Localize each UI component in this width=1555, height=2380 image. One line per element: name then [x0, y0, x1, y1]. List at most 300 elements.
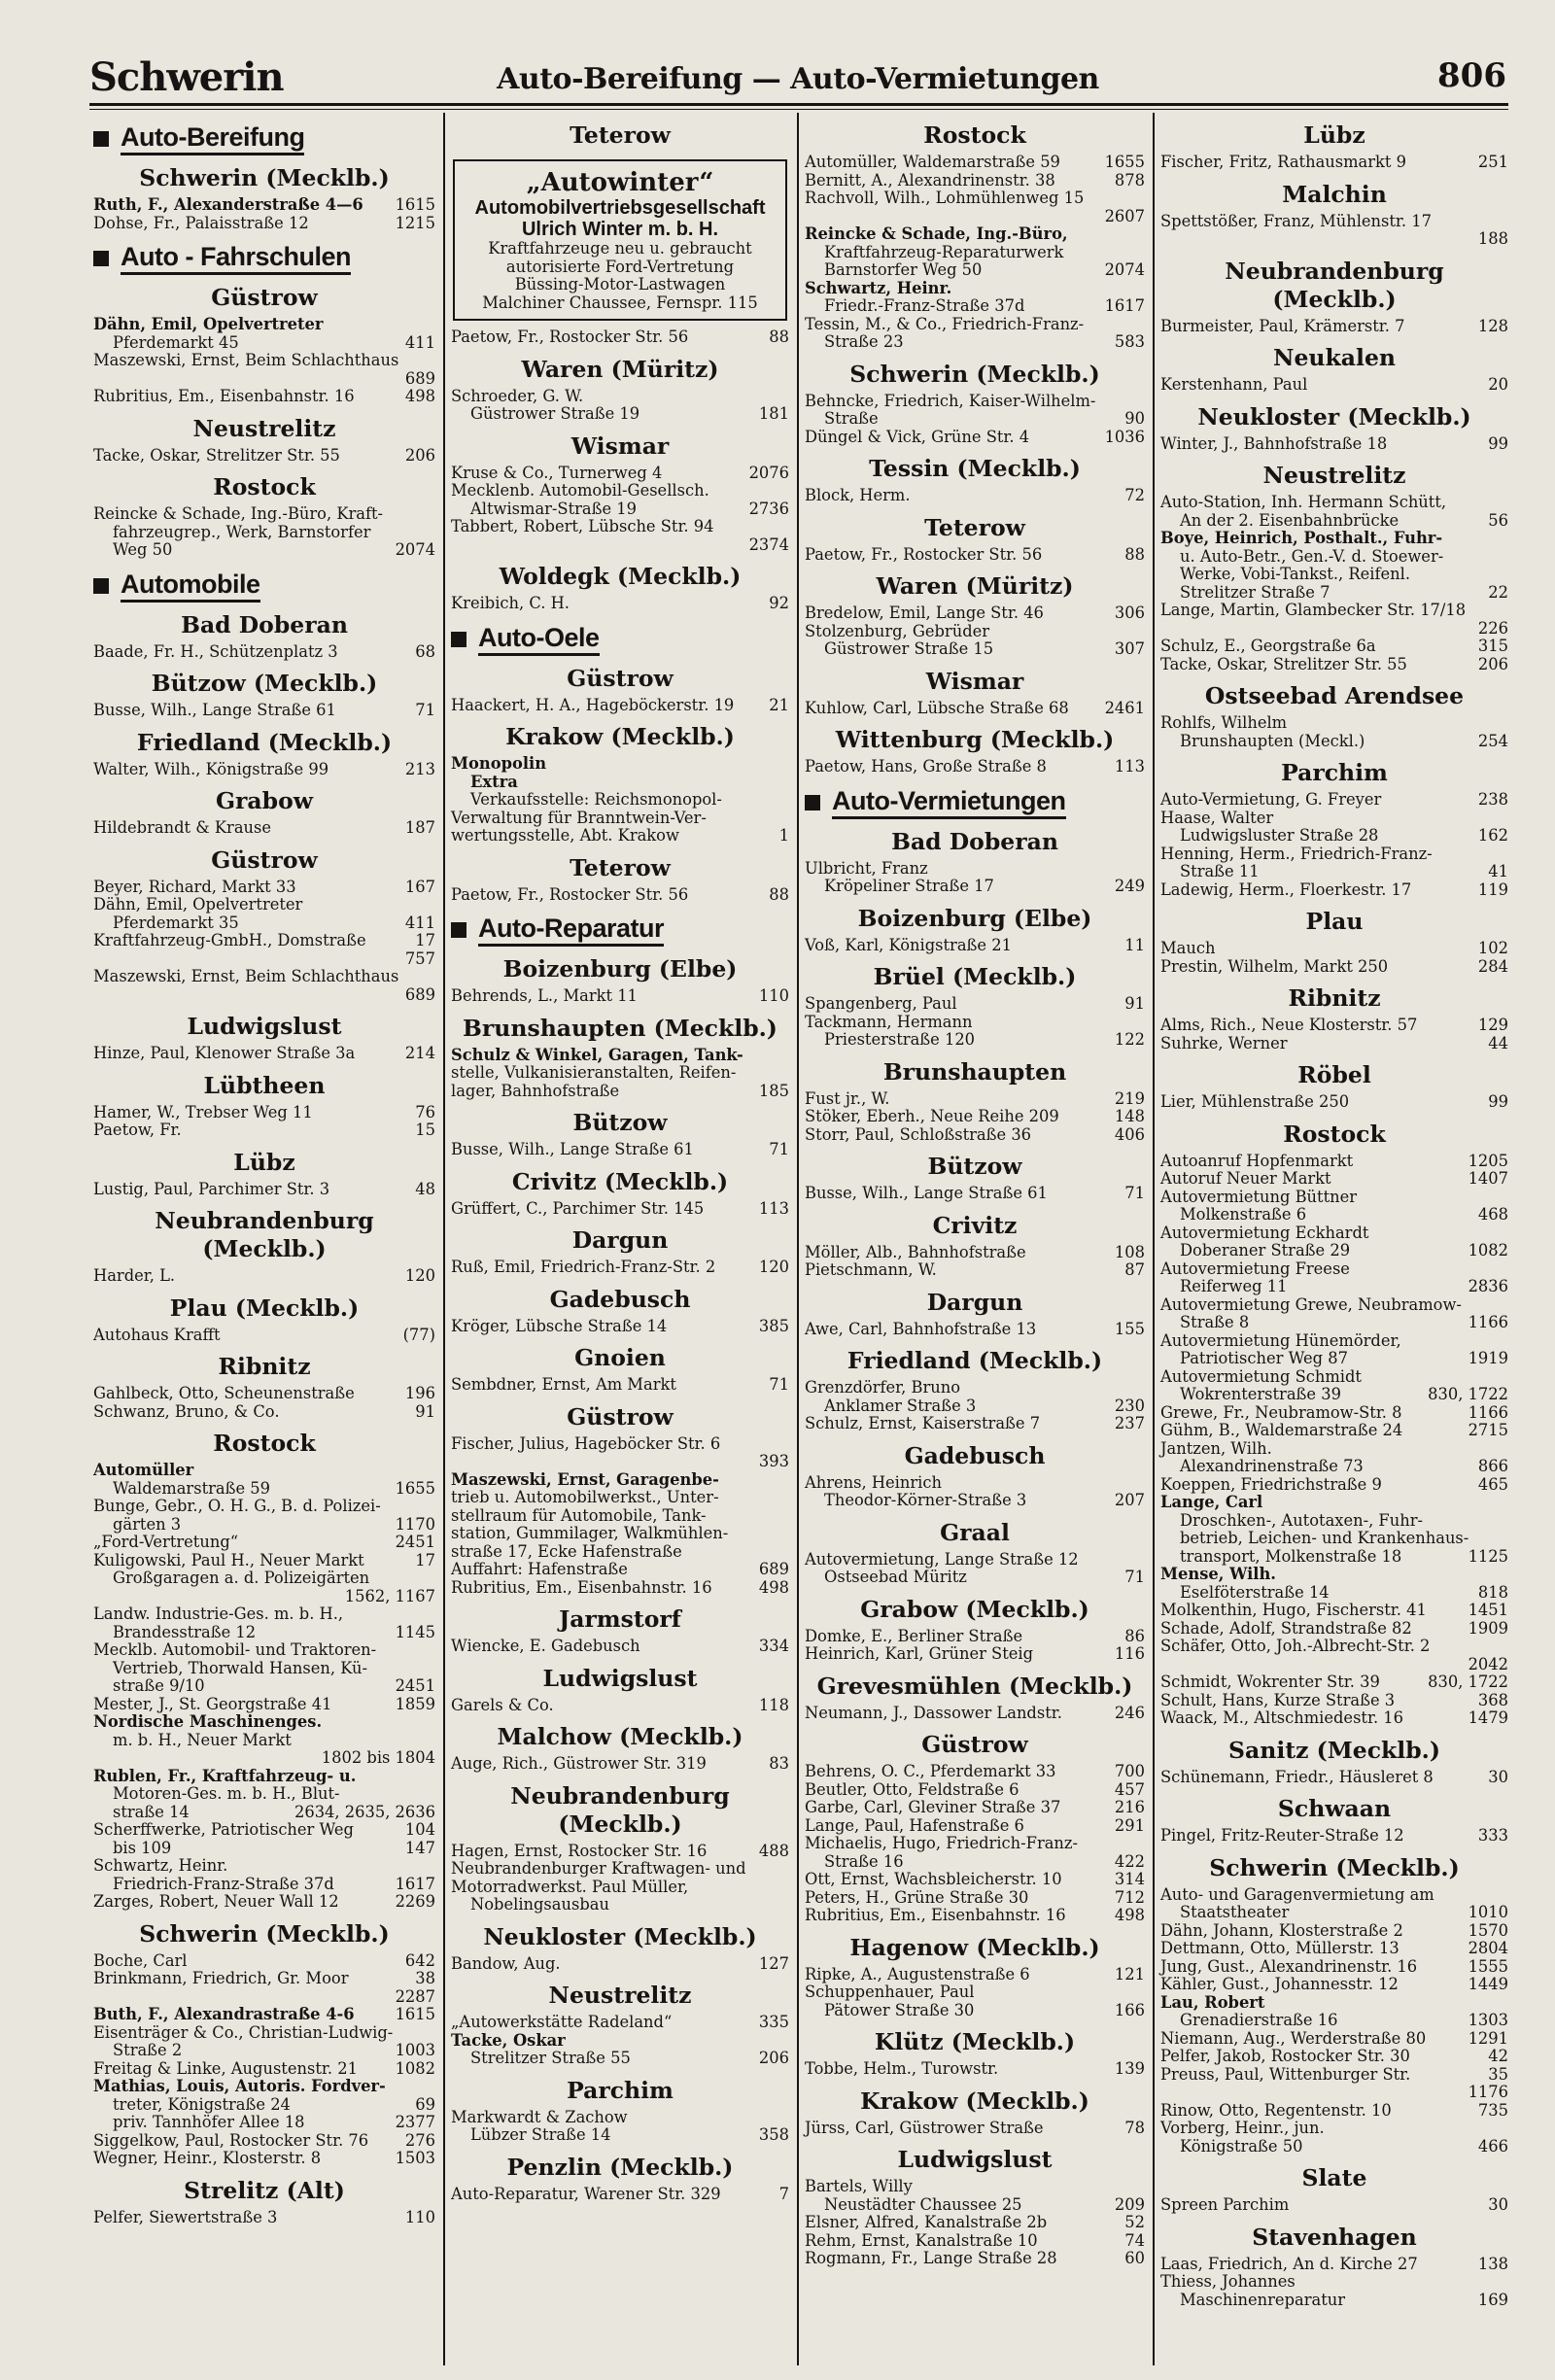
listing-entry	[1160, 1548, 1508, 1567]
listing-text: Markwardt & Zachow	[451, 2107, 628, 2126]
phone-number: 122	[1114, 1030, 1145, 1049]
listing-text: Vorberg, Heinr., jun.	[1160, 2119, 1325, 2137]
city-heading: Strelitz (Alt)	[184, 2176, 345, 2204]
listing-entry	[451, 328, 789, 347]
ad-text-line: autorisierte Ford-Vertretung	[505, 257, 735, 276]
listing-entry	[1160, 1386, 1508, 1404]
phone-number: 102	[1477, 939, 1508, 957]
listing-entry	[805, 1014, 1145, 1032]
listing-entry	[93, 1498, 435, 1516]
listing-entry	[1160, 584, 1508, 603]
phone-number: 1010	[1468, 1903, 1508, 1921]
listing-text: Kraftfahrzeug-Reparaturwerk	[824, 242, 1064, 261]
phone-number: 1082	[395, 2058, 435, 2078]
listing-text: m. b. H., Neuer Markt	[113, 1730, 292, 1749]
listing-entry	[1160, 1440, 1508, 1459]
listing-text: Pferdemarkt 35	[113, 913, 239, 932]
listing-entry	[93, 819, 435, 838]
listing-entry	[93, 1660, 435, 1678]
listing-text: Ahrens, Heinrich	[805, 1472, 942, 1492]
listing-text: An der 2. Eisenbahnbrücke	[1180, 510, 1400, 530]
phone-number: 291	[1114, 1815, 1145, 1835]
listing-entry	[805, 1244, 1145, 1262]
phone-number: 127	[758, 1953, 789, 1973]
listing-text: Block, Herm.	[805, 486, 911, 504]
city-heading: Röbel	[1297, 1061, 1371, 1088]
listing-entry	[1160, 1638, 1508, 1656]
ad-text-line: Büssing-Motor-Lastwagen	[514, 275, 726, 293]
listing-text: Auto-Vermietung, G. Freyer	[1160, 790, 1382, 809]
listing-entry	[93, 896, 435, 914]
listing-text: Dähn, Johann, Klosterstraße 2	[1160, 1920, 1403, 1940]
phone-number: 48	[415, 1179, 435, 1198]
city-heading: Güstrow	[567, 1402, 674, 1431]
listing-text: u. Auto-Betr., Gen.-V. d. Stoewer-	[1180, 546, 1444, 566]
listing-entry	[1160, 2196, 1508, 2215]
listing-text: Lange, Carl	[1160, 1493, 1263, 1511]
listing-text: Schade, Adolf, Strandstraße 82	[1160, 1618, 1412, 1638]
column-1	[89, 113, 439, 2365]
listing-entry	[451, 2014, 789, 2032]
listing-text: Kruse & Co., Turnerweg 4	[451, 463, 663, 482]
listing-text: Alexandrinenstraße 73	[1180, 1457, 1364, 1475]
listing-entry	[93, 2209, 435, 2227]
listing-entry	[93, 1516, 435, 1535]
listing-text: straße 17, Ecke Hafenstraße	[451, 1541, 682, 1561]
city-heading: Schwerin (Mecklb.)	[139, 164, 390, 191]
listing-text: Haackert, H. A., Hageböckerstr. 19	[451, 695, 735, 714]
phone-number: 44	[1488, 1033, 1508, 1052]
city-heading: Boizenburg (Elbe)	[857, 904, 1092, 932]
listing-entry	[1160, 1566, 1508, 1584]
listing-text: Kraftfahrzeug-GmbH., Domstraße	[93, 931, 366, 949]
listing-text: Waldemarstraße 59	[113, 1478, 271, 1498]
listing-entry	[1160, 2030, 1508, 2049]
phone-number: 1003	[395, 2041, 435, 2059]
phone-number: 17	[415, 931, 435, 949]
listing-entry	[1160, 620, 1508, 638]
phone-number: 87	[1124, 1260, 1145, 1279]
listing-entry	[805, 1492, 1145, 1510]
city-heading: Krakow (Mecklb.)	[505, 723, 735, 750]
listing-text: Busse, Wilh., Lange Straße 61	[805, 1184, 1048, 1202]
listing-entry	[93, 388, 435, 406]
phone-number: 422	[1114, 1851, 1145, 1871]
phone-number: 17	[415, 1550, 435, 1569]
phone-number: 712	[1114, 1887, 1145, 1907]
ad-title: „Autowinter“	[526, 168, 714, 197]
phone-number: 78	[1124, 2118, 1145, 2137]
listing-entry	[1160, 2120, 1508, 2138]
listing-entry	[451, 1047, 789, 1065]
listing-text: Kröger, Lübsche Straße 14	[451, 1316, 668, 1335]
phone-number: 411	[404, 332, 435, 352]
city-heading: Bützow	[927, 1153, 1022, 1180]
phone-number: 226	[1477, 618, 1508, 638]
listing-entry	[1160, 512, 1508, 531]
phone-number: 818	[1477, 1582, 1508, 1602]
listing-text: Rubritius, Em., Eisenbahnstr. 16	[805, 1906, 1066, 1924]
listing-entry	[1160, 2012, 1508, 2030]
listing-text: Autoruf Neuer Markt	[1160, 1169, 1331, 1188]
listing-text: Brunshaupten (Meckl.)	[1180, 731, 1365, 750]
listing-entry	[451, 1896, 789, 1914]
city-heading: Jarmstorf	[559, 1605, 681, 1633]
listing-text: Walter, Wilh., Königstraße 99	[93, 759, 329, 778]
listing-text: Auto-Reparatur, Warener Str. 329	[451, 2184, 721, 2203]
listing-text: Mecklb. Automobil- und Traktoren-	[93, 1640, 377, 1659]
phone-number: 1145	[395, 1622, 435, 1641]
square-bullet-icon	[93, 578, 109, 594]
listing-text: Straße 2	[113, 2041, 183, 2059]
listing-text: wertungsstelle, Abt. Krakow	[451, 826, 679, 845]
listing-text: Autovermietung Büttner	[1160, 1187, 1358, 1206]
listing-entry	[93, 2096, 435, 2115]
city-heading: Gadebusch	[904, 1441, 1046, 1469]
listing-text: Güstrower Straße 15	[824, 639, 994, 658]
listing-entry	[451, 2109, 789, 2127]
phone-number: 1617	[395, 1874, 435, 1893]
phone-number: 110	[758, 986, 789, 1005]
listing-text: Buth, F., Alexandrastraße 4-6	[93, 2005, 355, 2023]
listing-entry	[805, 429, 1145, 447]
listing-text: Boche, Carl	[93, 1950, 188, 1970]
phone-number: 689	[404, 984, 435, 1004]
phone-number: 148	[1114, 1107, 1145, 1125]
listing-entry	[1160, 1242, 1508, 1260]
listing-text: Burmeister, Paul, Krämerstr. 7	[1160, 316, 1405, 335]
listing-text: Busse, Wilh., Lange Straße 61	[93, 701, 336, 719]
listing-entry	[1160, 1692, 1508, 1710]
listing-entry	[93, 1327, 435, 1345]
phone-number: 246	[1114, 1703, 1145, 1722]
listing-entry	[805, 1569, 1145, 1587]
phone-number: 68	[415, 641, 435, 661]
listing-entry	[451, 1638, 789, 1656]
phone-number: 196	[404, 1384, 435, 1402]
listing-text: Neumann, J., Dassower Landstr.	[805, 1703, 1062, 1722]
listing-entry	[805, 190, 1145, 208]
listing-text: Pätower Straße 30	[824, 2000, 975, 2019]
listing-entry	[805, 1551, 1145, 1569]
listing-text: Behrens, O. C., Pferdemarkt 33	[805, 1762, 1056, 1780]
phone-number: 1125	[1468, 1546, 1508, 1566]
listing-entry	[805, 1185, 1145, 1203]
listing-entry	[1160, 213, 1508, 231]
listing-entry	[451, 388, 789, 406]
listing-text: Zarges, Robert, Neuer Wall 12	[93, 1892, 339, 1911]
advertisement-box	[453, 159, 787, 321]
listing-entry	[805, 393, 1145, 411]
listing-text: Haase, Walter	[1160, 808, 1274, 827]
city-heading: Rostock	[923, 121, 1026, 149]
listing-entry	[805, 225, 1145, 244]
listing-entry	[93, 196, 435, 215]
listing-text: Pietschmann, W.	[805, 1260, 937, 1279]
listing-text: Brandesstraße 12	[113, 1622, 257, 1641]
listing-text: Rachvoll, Wilh., Lohmühlenweg 15	[805, 189, 1085, 207]
phone-number: 104	[404, 1820, 435, 1839]
listing-text: Ruß, Emil, Friedrich-Franz-Str. 2	[451, 1258, 716, 1276]
square-bullet-icon	[805, 795, 820, 811]
phone-number: 1215	[395, 213, 435, 232]
listing-entry	[1160, 1827, 1508, 1845]
listing-entry	[93, 1732, 435, 1750]
listing-text: Monopolin	[451, 754, 547, 773]
city-heading: Schwaan	[1277, 1795, 1392, 1822]
city-heading: Rostock	[213, 473, 316, 500]
listing-text: treter, Königstraße 24	[113, 2094, 291, 2114]
listing-text: Sembdner, Ernst, Am Markt	[451, 1375, 676, 1394]
listing-entry	[93, 1534, 435, 1552]
listing-entry	[1160, 1530, 1508, 1548]
city-heading: Rostock	[1283, 1120, 1386, 1148]
phone-number: 1291	[1468, 2028, 1508, 2048]
listing-text: Paetow, Fr.	[93, 1121, 182, 1139]
listing-entry	[93, 447, 435, 466]
listing-text: straße 9/10	[113, 1676, 205, 1695]
listing-entry	[451, 810, 789, 828]
listing-entry	[451, 2186, 789, 2204]
listing-entry	[1160, 1404, 1508, 1423]
listing-text: Kuhlow, Carl, Lübsche Straße 68	[805, 698, 1069, 717]
listing-text: Paetow, Fr., Rostocker Str. 56	[451, 328, 689, 346]
city-heading: Rostock	[213, 1430, 316, 1457]
listing-entry	[1160, 2066, 1508, 2085]
listing-text: Dähn, Emil, Opelvertreter	[93, 895, 303, 914]
listing-entry	[451, 1259, 789, 1277]
phone-number: 700	[1114, 1762, 1145, 1780]
listing-entry	[805, 860, 1145, 879]
listing-text: Werke, Vobi-Tankst., Reifenl.	[1180, 565, 1410, 583]
listing-text: Beyer, Richard, Markt 33	[93, 877, 296, 896]
listing-entry	[805, 758, 1145, 776]
listing-entry	[1160, 1350, 1508, 1368]
listing-text: Koeppen, Friedrichstraße 9	[1160, 1474, 1382, 1494]
header-rule-thin	[89, 109, 1508, 110]
listing-entry	[1160, 1994, 1508, 2013]
phone-number: 2042	[1468, 1654, 1508, 1673]
listing-text: Rubritius, Em., Eisenbahnstr. 16	[93, 387, 355, 405]
phone-number: 830, 1722	[1428, 1673, 1508, 1691]
listing-entry	[1160, 2256, 1508, 2274]
section-title: Auto-Bereifung	[121, 122, 304, 155]
listing-text: Nordische Maschinenges.	[93, 1712, 323, 1731]
listing-entry	[1160, 2084, 1508, 2102]
listing-entry	[93, 1952, 435, 1971]
phone-number: 219	[1114, 1088, 1145, 1108]
listing-entry	[451, 697, 789, 715]
city-heading: Lübz	[233, 1148, 295, 1176]
phone-number: 1919	[1468, 1349, 1508, 1367]
listing-text: Fischer, Fritz, Rathausmarkt 9	[1160, 153, 1406, 171]
listing-entry	[1160, 714, 1508, 733]
city-heading: Malchow (Mecklb.)	[497, 1723, 743, 1750]
phone-number: 166	[1114, 2000, 1145, 2019]
listing-text: Tackmann, Hermann	[805, 1012, 973, 1031]
listing-entry	[805, 937, 1145, 955]
listing-text: Pelfer, Jakob, Rostocker Str. 30	[1160, 2047, 1410, 2065]
square-bullet-icon	[451, 922, 466, 938]
listing-entry	[805, 316, 1145, 334]
city-heading: Woldegk (Mecklb.)	[499, 563, 742, 590]
listing-entry	[805, 487, 1145, 505]
phone-number: 335	[758, 2013, 789, 2031]
listing-entry	[1160, 940, 1508, 958]
city-heading: Neustrelitz	[1262, 462, 1406, 489]
city-heading: Plau	[1305, 908, 1364, 935]
listing-entry	[93, 1857, 435, 1876]
phone-number: 76	[415, 1102, 435, 1121]
city-heading: Grabow (Mecklb.)	[860, 1595, 1089, 1623]
listing-entry	[93, 1988, 435, 2007]
listing-entry	[451, 1755, 789, 1774]
listing-text: Rublen, Fr., Kraftfahrzeug- u.	[93, 1766, 357, 1785]
phone-number: 1479	[1468, 1708, 1508, 1727]
listing-text: Niemann, Aug., Werderstraße 80	[1160, 2028, 1427, 2048]
listing-text: Königstraße 50	[1180, 2136, 1303, 2156]
city-heading: Bad Doberan	[891, 827, 1058, 855]
listing-text: Spettstößer, Franz, Mühlenstr. 17	[1160, 211, 1432, 230]
city-heading: Sanitz (Mecklb.)	[1228, 1736, 1440, 1764]
listing-text: Lustig, Paul, Parchimer Str. 3	[93, 1179, 330, 1198]
listing-text: Heinrich, Karl, Grüner Steig	[805, 1644, 1033, 1663]
listing-entry	[1160, 791, 1508, 810]
city-heading: Neukloster (Mecklb.)	[1197, 402, 1471, 431]
listing-text: Elsner, Alfred, Kanalstraße 2b	[805, 2213, 1048, 2231]
listing-entry	[805, 1983, 1145, 2002]
listing-text: Autovermietung Freese	[1160, 1259, 1350, 1278]
listing-text: Barnstorfer Weg 50	[824, 260, 983, 279]
header-city: Schwerin	[89, 54, 284, 100]
listing-entry	[93, 1970, 435, 1988]
listing-text: Storr, Paul, Schloßstraße 36	[805, 1124, 1032, 1144]
city-heading: Brunshaupten	[882, 1057, 1067, 1086]
phone-number: 2461	[1104, 698, 1145, 717]
listing-entry	[1160, 1314, 1508, 1332]
listing-entry	[93, 1624, 435, 1642]
listing-entry	[451, 1843, 789, 1861]
city-heading: Friedland (Mecklb.)	[136, 728, 393, 756]
listing-text: Ripke, A., Augustenstraße 6	[805, 1964, 1030, 1983]
listing-entry	[805, 208, 1145, 226]
listing-entry	[93, 932, 435, 950]
listing-text: Brinkmann, Friedrich, Gr. Moor	[93, 1969, 349, 1987]
listing-text: Straße 16	[824, 1851, 904, 1871]
phone-number: 1859	[395, 1694, 435, 1713]
listing-entry	[451, 774, 789, 792]
listing-text: Eselföterstraße 14	[1180, 1582, 1330, 1602]
listing-entry	[93, 541, 435, 560]
listing-text: Tacke, Oskar, Strelitzer Str. 55	[93, 445, 340, 465]
listing-text: Lübzer Straße 14	[470, 2125, 611, 2144]
city-heading: Ribnitz	[218, 1353, 311, 1380]
listing-text: Grewe, Fr., Neubramow-Str. 8	[1160, 1402, 1402, 1422]
listing-entry	[93, 761, 435, 779]
listing-text: „Ford-Vertretung“	[93, 1533, 239, 1551]
listing-entry	[93, 2024, 435, 2043]
listing-entry	[1160, 1494, 1508, 1512]
listing-text: Maszewski, Ernst, Beim Schlachthaus	[93, 351, 399, 369]
phone-number: 206	[1477, 654, 1508, 673]
phone-number: 1166	[1468, 1313, 1508, 1331]
listing-text: Eisenträger & Co., Christian-Ludwig-	[93, 2022, 394, 2042]
city-heading: Güstrow	[921, 1731, 1028, 1758]
listing-text: Autovermietung Hünemörder,	[1160, 1330, 1401, 1350]
listing-entry	[451, 595, 789, 613]
listing-text: Tobbe, Helm., Turowstr.	[805, 2059, 999, 2078]
city-heading: Neukalen	[1273, 344, 1396, 371]
listing-text: Staatstheater	[1180, 1903, 1290, 1921]
city-heading: Graal	[940, 1518, 1010, 1546]
phone-number: 315	[1477, 637, 1508, 655]
phone-number: 2715	[1468, 1421, 1508, 1439]
listing-entry	[805, 172, 1145, 190]
phone-number: 254	[1477, 731, 1508, 750]
listing-entry	[1160, 494, 1508, 512]
phone-number: 1615	[395, 195, 435, 214]
listing-text: Grenzdörfer, Bruno	[805, 1378, 961, 1397]
listing-entry	[805, 280, 1145, 298]
phone-number: 358	[758, 2125, 789, 2144]
listing-entry	[1160, 2273, 1508, 2292]
phone-number: 71	[1124, 1184, 1145, 1202]
listing-entry	[1160, 2048, 1508, 2066]
listing-text: Neustädter Chaussee 25	[824, 2194, 1022, 2214]
listing-text: gärten 3	[113, 1514, 182, 1534]
city-heading: Grabow	[215, 787, 313, 814]
listing-text: stellraum für Automobile, Tank-	[451, 1505, 707, 1525]
phone-number: 1617	[1104, 296, 1145, 315]
phone-number: 118	[758, 1695, 789, 1714]
listing-entry	[1160, 845, 1508, 864]
listing-entry	[451, 482, 789, 500]
listing-entry	[93, 1569, 435, 1588]
listing-entry	[1160, 1189, 1508, 1207]
phone-number: 30	[1488, 2195, 1508, 2214]
listing-entry	[451, 827, 789, 845]
listing-text: Extra	[470, 772, 518, 791]
phone-number: 2076	[748, 463, 789, 482]
phone-number: 468	[1477, 1205, 1508, 1224]
listing-text: Wiencke, E. Gadebusch	[451, 1637, 640, 1655]
section-title: Auto - Fahrschulen	[121, 242, 351, 275]
listing-entry	[93, 505, 435, 524]
listing-entry	[93, 968, 435, 986]
city-heading: Ostseebad Arendsee	[1204, 682, 1465, 709]
phone-number: 71	[769, 1375, 789, 1394]
phone-number: 99	[1488, 433, 1508, 453]
listing-entry	[805, 1031, 1145, 1050]
listing-text: Straße 8	[1180, 1313, 1250, 1331]
listing-text: Dohse, Fr., Palaisstraße 12	[93, 213, 309, 232]
listing-entry	[1160, 1368, 1508, 1387]
listing-entry	[1160, 318, 1508, 336]
listing-text: Rubritius, Em., Eisenbahnstr. 16	[451, 1577, 712, 1597]
listing-entry	[805, 1889, 1145, 1908]
listing-entry	[1160, 1940, 1508, 1958]
listing-entry	[451, 536, 789, 555]
city-heading: Neukloster (Mecklb.)	[483, 1922, 757, 1950]
listing-text: Spangenberg, Paul	[805, 994, 957, 1013]
listing-entry	[93, 2006, 435, 2024]
listing-entry	[1160, 1584, 1508, 1603]
city-heading: Dargun	[571, 1226, 669, 1254]
phone-number: 83	[769, 1754, 789, 1773]
listing-text: Rehm, Ernst, Kanalstraße 10	[805, 2230, 1038, 2250]
listing-entry	[1160, 2102, 1508, 2121]
phone-number: 2374	[748, 535, 789, 554]
